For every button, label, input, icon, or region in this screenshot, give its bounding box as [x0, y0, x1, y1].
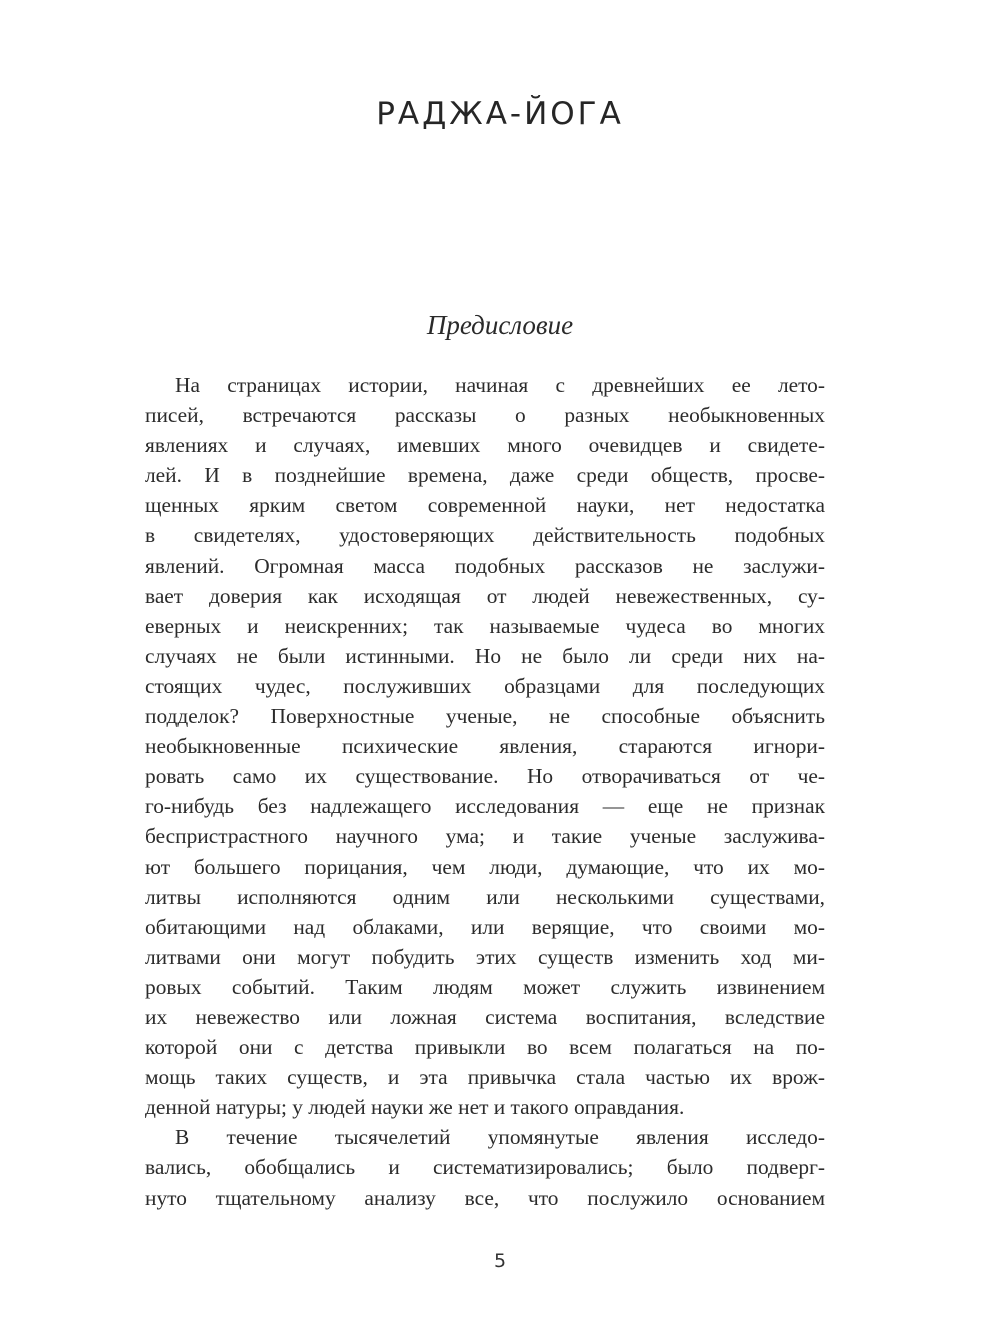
text-line: явлений. Огромная масса подобных рассказов не заслужи-: [145, 553, 825, 578]
section-title: Предисловие: [426, 310, 574, 340]
text-line: нуто тщательному анализу все, что послужило основанием: [145, 1185, 825, 1210]
text-line: литвами они могут побудить этих существ изменить ход ми-: [145, 944, 825, 969]
text-line: обитающими над облаками, или верящие, что своими мо-: [145, 914, 825, 939]
paragraph-1: [145, 370, 825, 1122]
page-title: РАДЖА-ЙОГА: [376, 96, 624, 132]
text-line: которой они с детства привыкли во всем полагаться на по-: [145, 1035, 825, 1060]
text-line: В течение тысячелетий упомянутые явления исследо-: [175, 1125, 825, 1150]
text-line: го-нибудь без надлежащего исследования — еще не признак: [145, 794, 825, 819]
text-line: мощь таких существ, и эта привычка стала частью их врож-: [145, 1065, 825, 1090]
text-line: литвы исполняются одним или несколькими существами,: [145, 884, 825, 909]
text-line: случаях не были истинными. Но не было ли среди них на-: [145, 643, 825, 668]
text-line: беспристрастного научного ума; и такие ученые заслужива-: [145, 824, 825, 849]
text-line: На страницах истории, начиная с древнейших ее лето-: [175, 373, 825, 397]
page-number: 5: [493, 1250, 507, 1272]
text-line: вались, обобщались и систематизировались; было подверг-: [145, 1155, 825, 1180]
text-line: лей. И в позднейшие времена, даже среди обществ, просве-: [145, 463, 825, 488]
paragraph-2: [145, 1122, 825, 1212]
body-text: [145, 370, 825, 1213]
text-line: ровых событий. Таким людям может служить извинением: [145, 974, 825, 999]
text-line: в свидетелях, удостоверяющих действительность подобных: [145, 523, 825, 548]
text-line: их невежество или ложная система воспитания, вследствие: [145, 1004, 825, 1029]
text-line: щенных ярким светом современной науки, нет недостатка: [145, 493, 825, 518]
text-line: ровать само их существование. Но отворачиваться от че-: [145, 764, 825, 789]
text-line: ют большего порицания, чем люди, думающие, что их мо-: [145, 854, 825, 879]
text-line: писей, встречаются рассказы о разных необыкновенных: [145, 403, 825, 428]
text-line: необыкновенные психические явления, стараются игнори-: [145, 734, 825, 759]
text-line: стоящих чудес, послуживших образцами для последующих: [145, 673, 825, 698]
text-line: денной натуры; у людей науки же нет и такого оправдания.: [145, 1095, 685, 1120]
text-line: подделок? Поверхностные ученые, не способные объяснить: [145, 704, 825, 729]
text-line: явлениях и случаях, имевших много очевидцев и свидете-: [145, 433, 825, 458]
text-line: еверных и неискренних; так называемые чудеса во многих: [145, 613, 825, 638]
text-line: вает доверия как исходящая от людей невежественных, су-: [145, 583, 825, 608]
